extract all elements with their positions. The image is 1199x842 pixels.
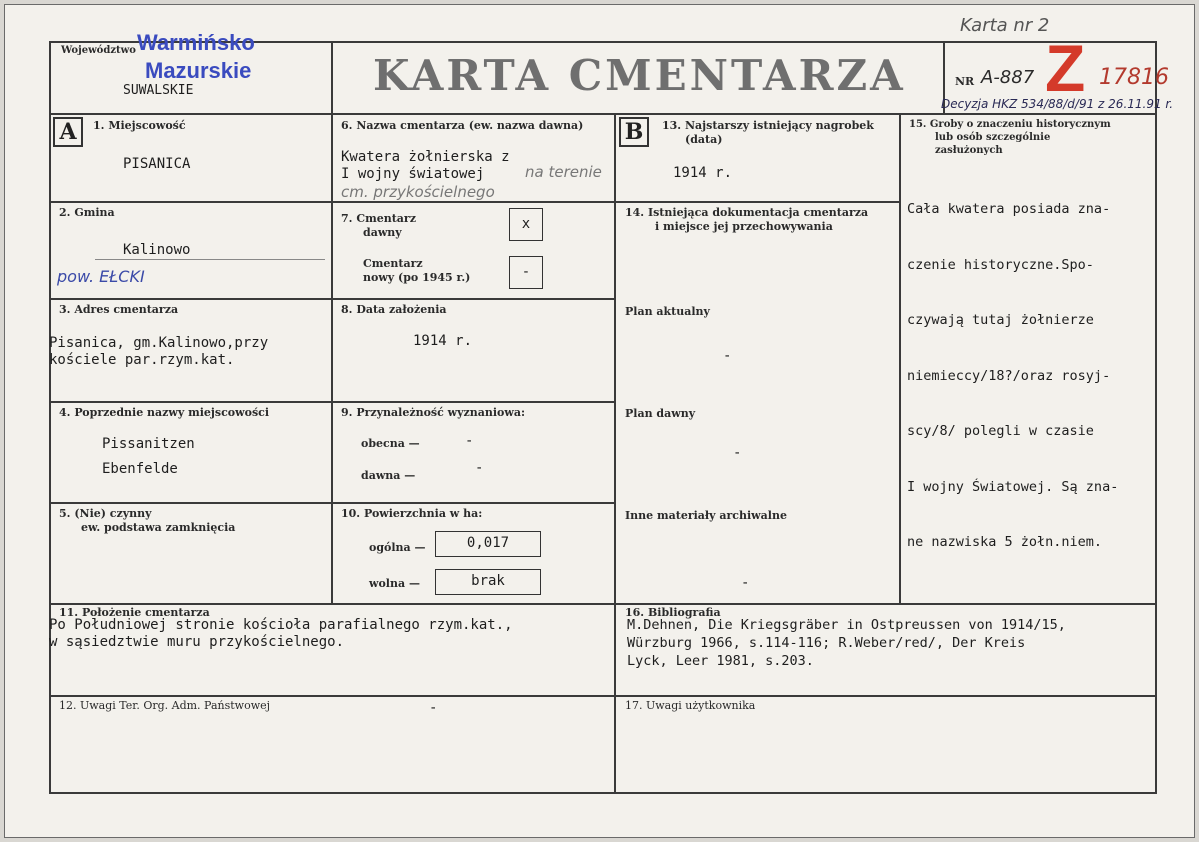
- historic-graves-sublabel-2: zasłużonych: [935, 145, 1003, 156]
- new-cemetery-checkbox: -: [509, 256, 543, 289]
- decision-note: Decyzja HKZ 534/88/d/91 z 26.11.91 r.: [941, 97, 1174, 111]
- current-denomination-label: obecna —: [361, 437, 420, 450]
- commune-value: Kalinowo: [123, 242, 191, 258]
- former-denomination-value: -: [475, 460, 484, 476]
- section-a-marker: A: [53, 117, 83, 147]
- voivodeship-label: Województwo: [61, 45, 136, 56]
- voivodeship-stamp: [137, 29, 255, 85]
- old-cemetery-sublabel: dawny: [363, 226, 402, 239]
- grid-line: [614, 113, 616, 793]
- oldest-tombstone-label: 13. Najstarszy istniejący nagrobek: [662, 119, 874, 132]
- user-remarks-label: 17. Uwagi użytkownika: [625, 699, 756, 712]
- locality-label: 1. Miejscowość: [93, 119, 186, 132]
- current-denomination-value: -: [465, 433, 474, 449]
- closure-basis-label: ew. podstawa zamknięcia: [81, 521, 236, 534]
- state-admin-remarks-label: 12. Uwagi Ter. Org. Adm. Państwowej: [59, 699, 271, 712]
- historic-graves-line: Cała kwatera posiada zna-: [907, 201, 1111, 217]
- historic-graves-line: scy/8/ polegli w czasie: [907, 423, 1094, 439]
- handwritten-annotation-2: cm. przykościelnego: [341, 183, 495, 201]
- old-cemetery-checkbox: x: [509, 208, 543, 241]
- grid-line: [49, 603, 1157, 605]
- historic-graves-sublabel-1: lub osób szczególnie: [935, 132, 1051, 143]
- grid-line: [614, 201, 899, 203]
- new-cemetery-sublabel: nowy (po 1945 r.): [363, 271, 471, 284]
- underline: [95, 259, 325, 260]
- denomination-label: 9. Przynależność wyznaniowa:: [341, 406, 526, 419]
- handwritten-card-note: Karta nr 2: [960, 15, 1050, 36]
- nr-label: NR: [955, 75, 975, 88]
- address-line-1: Pisanica, gm.Kalinowo,przy: [49, 335, 269, 351]
- active-status-label: 5. (Nie) czynny: [59, 507, 152, 520]
- section-b-marker: B: [619, 117, 649, 147]
- former-name-1: Pissanitzen: [102, 436, 195, 452]
- current-plan-value: -: [723, 348, 732, 364]
- grid-line: [49, 41, 51, 793]
- historic-graves-text: [907, 163, 1118, 589]
- founding-date-value: 1914 r.: [413, 333, 473, 349]
- historic-graves-label: 15. Groby o znaczeniu historycznym: [909, 119, 1111, 130]
- grid-line: [49, 695, 1157, 697]
- handwritten-annotation-1: na terenie: [525, 163, 602, 181]
- voivodeship-value: SUWALSKIE: [123, 83, 194, 98]
- historic-graves-line: czywają tutaj żołnierze: [907, 312, 1094, 328]
- location-line-2: w sąsiedztwie muru przykościelnego.: [49, 634, 345, 650]
- total-area-label: ogólna —: [369, 541, 426, 554]
- new-cemetery-label: Cmentarz: [363, 257, 423, 270]
- oldest-tombstone-value: 1914 r.: [673, 165, 733, 181]
- former-denomination-label: dawna —: [361, 469, 416, 482]
- red-z-mark: Z: [1045, 31, 1086, 105]
- grid-line: [331, 41, 333, 604]
- page-title: KARTA CMENTARZA: [373, 51, 906, 100]
- documentation-sublabel: i miejsce jej przechowywania: [655, 220, 833, 233]
- historic-graves-line: I wojny Światowej. Są zna-: [907, 478, 1119, 495]
- cemetery-name-line-1: Kwatera żołnierska z: [341, 149, 510, 165]
- documentation-label: 14. Istniejąca dokumentacja cmentarza: [625, 206, 869, 219]
- oldest-tombstone-sublabel: (data): [685, 133, 723, 146]
- stamp-line-2: Mazurskie: [145, 58, 252, 83]
- former-names-label: 4. Poprzednie nazwy miejscowości: [59, 406, 270, 419]
- historic-graves-line: czenie historyczne.Spo-: [907, 256, 1094, 273]
- bibliography-line-3: Lyck, Leer 1981, s.203.: [627, 653, 814, 669]
- grid-line: [49, 113, 1157, 115]
- stamp-line-1: Warmińsko: [137, 30, 255, 55]
- handwritten-district: pow. EŁCKI: [57, 267, 145, 286]
- cemetery-name-line-2: I wojny światowej: [341, 166, 485, 182]
- grid-line: [1155, 41, 1157, 793]
- free-area-value: brak: [435, 569, 541, 595]
- former-plan-value: -: [733, 445, 742, 461]
- locality-value: PISANICA: [123, 156, 191, 172]
- bibliography-label: 16. Bibliografia: [625, 606, 721, 619]
- former-name-2: Ebenfelde: [102, 461, 178, 477]
- total-area-value: 0,017: [435, 531, 541, 557]
- other-archives-label: Inne materiały archiwalne: [625, 509, 787, 522]
- area-label: 10. Powierzchnia w ha:: [341, 507, 483, 520]
- cemetery-record-card: [4, 4, 1195, 838]
- historic-graves-line: niemieccy/18?/oraz rosyj-: [907, 367, 1111, 384]
- founding-date-label: 8. Data założenia: [341, 303, 447, 316]
- cemetery-name-label: 6. Nazwa cmentarza (ew. nazwa dawna): [341, 119, 584, 132]
- other-archives-value: -: [741, 575, 750, 591]
- bibliography-line-1: M.Dehnen, Die Kriegsgräber in Ostpreussen von 1914/15,: [627, 617, 1066, 633]
- old-cemetery-label: 7. Cmentarz: [341, 212, 416, 225]
- free-area-label: wolna —: [369, 577, 420, 590]
- address-line-2: kościele par.rzym.kat.: [49, 352, 235, 368]
- current-plan-label: Plan aktualny: [625, 305, 710, 318]
- historic-graves-line: ne nazwiska 5 żołn.niem.: [907, 534, 1103, 550]
- grid-line: [49, 792, 614, 794]
- location-line-1: Po Południowej stronie kościoła parafialnego rzym.kat.,: [49, 617, 513, 633]
- grid-line: [614, 792, 1157, 794]
- commune-label: 2. Gmina: [59, 206, 115, 219]
- grid-line: [899, 113, 901, 604]
- location-label: 11. Położenie cmentarza: [59, 606, 210, 619]
- address-label: 3. Adres cmentarza: [59, 303, 179, 316]
- handwritten-number: 17816: [1099, 65, 1169, 90]
- state-admin-remarks-value: -: [429, 700, 438, 716]
- nr-value: A-887: [981, 67, 1035, 88]
- former-plan-label: Plan dawny: [625, 407, 696, 420]
- bibliography-line-2: Würzburg 1966, s.114-116; R.Weber/red/, Der Kreis: [627, 635, 1026, 651]
